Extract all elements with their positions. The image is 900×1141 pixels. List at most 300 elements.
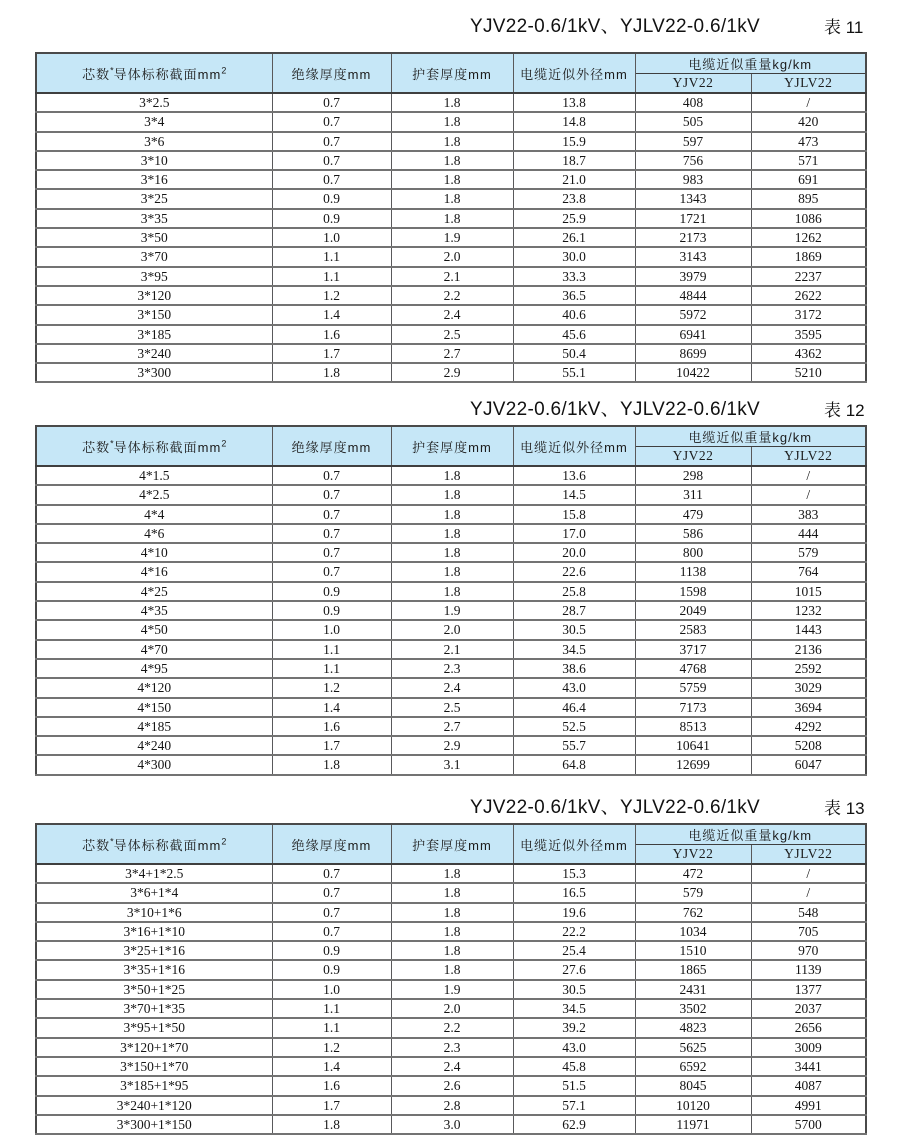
table-cell: 45.6	[513, 325, 635, 344]
table-cell: 3.1	[391, 755, 513, 774]
table-cell: 5210	[751, 363, 866, 382]
table-cell: 1.2	[272, 678, 391, 697]
cable-table-section-12	[0, 396, 900, 776]
table-row	[36, 1057, 866, 1076]
table-body	[36, 864, 866, 1134]
table-cell: 38.6	[513, 659, 635, 678]
table-cell: 13.6	[513, 466, 635, 485]
col-header-outer-diameter: 电缆近似外径mm	[513, 426, 635, 466]
table-cell: 1343	[635, 189, 751, 208]
table-cell: 298	[635, 466, 751, 485]
table-cell: 10422	[635, 363, 751, 382]
table-body	[36, 93, 866, 382]
table-cell: 3717	[635, 640, 751, 659]
table-cell: 3*95+1*50	[36, 1018, 272, 1037]
table-cell: 22.6	[513, 562, 635, 581]
table-cell: 2.3	[391, 659, 513, 678]
table-cell: 1865	[635, 960, 751, 979]
table-row	[36, 562, 866, 581]
table-cell: 1598	[635, 582, 751, 601]
table-cell: 3*16	[36, 170, 272, 189]
table-row	[36, 228, 866, 247]
table-cell: 21.0	[513, 170, 635, 189]
table-row	[36, 941, 866, 960]
table-cell: 4*120	[36, 678, 272, 697]
table-cell: 3*95	[36, 267, 272, 286]
table-cell: 0.9	[272, 941, 391, 960]
table-cell: /	[751, 466, 866, 485]
table-row	[36, 582, 866, 601]
table-cell: 64.8	[513, 755, 635, 774]
table-cell: 3*185+1*95	[36, 1076, 272, 1095]
table-body	[36, 466, 866, 775]
table-cell: 1.8	[391, 883, 513, 902]
table-cell: 1.8	[391, 922, 513, 941]
table-cell: 3*2.5	[36, 93, 272, 112]
table-cell: 4087	[751, 1076, 866, 1095]
table-cell: 571	[751, 151, 866, 170]
table-cell: 46.4	[513, 698, 635, 717]
table-row	[36, 363, 866, 382]
table-cell: 3*240	[36, 344, 272, 363]
table-cell: 3979	[635, 267, 751, 286]
table-cell: 1.8	[391, 505, 513, 524]
table-title-row	[0, 396, 900, 424]
table-cell: 1.9	[391, 601, 513, 620]
table-cell: /	[751, 93, 866, 112]
table-cell: 4*6	[36, 524, 272, 543]
table-cell: 2049	[635, 601, 751, 620]
table-cell: 3*10+1*6	[36, 903, 272, 922]
table-header	[36, 53, 866, 93]
table-cell: 0.9	[272, 601, 391, 620]
table-cell: 14.5	[513, 485, 635, 504]
table-number: 表 11	[824, 18, 864, 37]
table-cell: 3*150+1*70	[36, 1057, 272, 1076]
table-cell: 50.4	[513, 344, 635, 363]
cable-table-section-13	[0, 794, 900, 1135]
table-row	[36, 151, 866, 170]
table-cell: /	[751, 485, 866, 504]
table-cell: 1.8	[391, 189, 513, 208]
table-cell: 0.7	[272, 562, 391, 581]
table-cell: 1.8	[391, 543, 513, 562]
table-cell: 548	[751, 903, 866, 922]
table-title: YJV22-0.6/1kV、YJLV22-0.6/1kV	[470, 16, 761, 37]
table-cell: 472	[635, 864, 751, 883]
table-cell: 1443	[751, 620, 866, 639]
table-cell: 0.7	[272, 466, 391, 485]
table-row	[36, 1115, 866, 1134]
table-cell: 691	[751, 170, 866, 189]
table-number: 表 13	[824, 799, 865, 818]
table-cell: 2136	[751, 640, 866, 659]
table-cell: 1.8	[391, 93, 513, 112]
table-row	[36, 267, 866, 286]
table-cell: 1510	[635, 941, 751, 960]
table-cell: 2.2	[391, 1018, 513, 1037]
table-row	[36, 93, 866, 112]
table-cell: 970	[751, 941, 866, 960]
table-cell: 1.1	[272, 640, 391, 659]
table-cell: 3*10	[36, 151, 272, 170]
table-cell: 1721	[635, 209, 751, 228]
table-row	[36, 1038, 866, 1057]
table-cell: 43.0	[513, 678, 635, 697]
table-cell: 2.2	[391, 286, 513, 305]
table-cell: 764	[751, 562, 866, 581]
table-cell: 3595	[751, 325, 866, 344]
table-cell: 26.1	[513, 228, 635, 247]
table-cell: 800	[635, 543, 751, 562]
table-cell: 2656	[751, 1018, 866, 1037]
table-cell: 2.0	[391, 247, 513, 266]
table-title-row	[0, 794, 900, 822]
table-cell: 1.4	[272, 1057, 391, 1076]
table-cell: 57.1	[513, 1096, 635, 1115]
table-cell: 3*6+1*4	[36, 883, 272, 902]
table-cell: 4*150	[36, 698, 272, 717]
table-cell: 1.8	[391, 466, 513, 485]
table-cell: 2.9	[391, 736, 513, 755]
col-header-outer-diameter: 电缆近似外径mm	[513, 824, 635, 864]
col-header-insulation-thickness: 绝缘厚度mm	[272, 53, 391, 93]
table-cell: 1.7	[272, 344, 391, 363]
table-cell: 311	[635, 485, 751, 504]
table-cell: 1.2	[272, 286, 391, 305]
table-cell: 5625	[635, 1038, 751, 1057]
table-cell: 8513	[635, 717, 751, 736]
table-cell: 2583	[635, 620, 751, 639]
table-cell: 2.0	[391, 999, 513, 1018]
table-cell: 0.9	[272, 960, 391, 979]
table-cell: 1377	[751, 980, 866, 999]
table-row	[36, 980, 866, 999]
table-cell: 1.8	[391, 960, 513, 979]
table-cell: 1.7	[272, 736, 391, 755]
table-cell: 34.5	[513, 999, 635, 1018]
col-header-yjlv22: YJLV22	[751, 845, 866, 865]
table-cell: 1.0	[272, 980, 391, 999]
table-cell: 51.5	[513, 1076, 635, 1095]
cable-table-section-11	[0, 13, 900, 383]
table-cell: 8045	[635, 1076, 751, 1095]
table-cell: 30.5	[513, 980, 635, 999]
col-header-sheath-thickness: 护套厚度mm	[391, 824, 513, 864]
table-cell: 15.9	[513, 132, 635, 151]
table-cell: 3*4+1*2.5	[36, 864, 272, 883]
table-title-row	[0, 13, 900, 41]
table-cell: 3*25	[36, 189, 272, 208]
table-row	[36, 344, 866, 363]
table-cell: 4*95	[36, 659, 272, 678]
table-cell: 2.5	[391, 325, 513, 344]
table-cell: 2.1	[391, 267, 513, 286]
table-cell: 0.9	[272, 582, 391, 601]
col-header-approx-weight: 电缆近似重量kg/km	[635, 53, 866, 74]
table-cell: 52.5	[513, 717, 635, 736]
table-cell: 5759	[635, 678, 751, 697]
table-row	[36, 922, 866, 941]
table-cell: 0.7	[272, 170, 391, 189]
table-row	[36, 466, 866, 485]
table-row	[36, 543, 866, 562]
table-cell: 597	[635, 132, 751, 151]
table-cell: 0.7	[272, 505, 391, 524]
table-cell: 705	[751, 922, 866, 941]
table-cell: 3*185	[36, 325, 272, 344]
table-cell: 4*185	[36, 717, 272, 736]
table-cell: 30.5	[513, 620, 635, 639]
table-row	[36, 325, 866, 344]
table-cell: 3029	[751, 678, 866, 697]
table-cell: 983	[635, 170, 751, 189]
table-cell: 4844	[635, 286, 751, 305]
table-cell: 3*35	[36, 209, 272, 228]
table-cell: 20.0	[513, 543, 635, 562]
table-cell: 4*70	[36, 640, 272, 659]
table-cell: 420	[751, 112, 866, 131]
table-cell: 762	[635, 903, 751, 922]
table-cell: 25.9	[513, 209, 635, 228]
table-cell: 18.7	[513, 151, 635, 170]
table-cell: 2.6	[391, 1076, 513, 1095]
table-cell: 1.0	[272, 228, 391, 247]
table-cell: 3*16+1*10	[36, 922, 272, 941]
table-cell: 1.8	[391, 524, 513, 543]
table-cell: 1139	[751, 960, 866, 979]
table-cell: 2173	[635, 228, 751, 247]
table-cell: 4823	[635, 1018, 751, 1037]
table-title: YJV22-0.6/1kV、YJLV22-0.6/1kV	[470, 399, 761, 420]
table-row	[36, 960, 866, 979]
col-header-core-section: 芯数*导体标称截面$mm^2$	[36, 426, 272, 466]
table-cell: 473	[751, 132, 866, 151]
table-cell: 0.7	[272, 883, 391, 902]
table-cell: 3009	[751, 1038, 866, 1057]
table-cell: 1.0	[272, 620, 391, 639]
table-cell: 3*120+1*70	[36, 1038, 272, 1057]
table-cell: 1.8	[272, 1115, 391, 1134]
table-cell: 4*35	[36, 601, 272, 620]
table-header	[36, 426, 866, 466]
table-cell: /	[751, 883, 866, 902]
table-cell: 6941	[635, 325, 751, 344]
table-cell: 2237	[751, 267, 866, 286]
table-row	[36, 999, 866, 1018]
table-cell: 0.7	[272, 151, 391, 170]
table-cell: 0.9	[272, 209, 391, 228]
table-cell: 4*1.5	[36, 466, 272, 485]
table-cell: /	[751, 864, 866, 883]
table-cell: 40.6	[513, 305, 635, 324]
table-row	[36, 170, 866, 189]
table-cell: 1.8	[391, 112, 513, 131]
table-cell: 33.3	[513, 267, 635, 286]
table-cell: 1.4	[272, 698, 391, 717]
table-cell: 586	[635, 524, 751, 543]
table-cell: 0.7	[272, 524, 391, 543]
table-row	[36, 505, 866, 524]
table-cell: 0.7	[272, 93, 391, 112]
col-header-approx-weight: 电缆近似重量kg/km	[635, 426, 866, 447]
table-cell: 1.8	[391, 209, 513, 228]
table-cell: 0.7	[272, 864, 391, 883]
table-cell: 1.8	[391, 151, 513, 170]
table-cell: 0.7	[272, 903, 391, 922]
table-cell: 2431	[635, 980, 751, 999]
table-row	[36, 286, 866, 305]
table-header	[36, 824, 866, 864]
table-cell: 756	[635, 151, 751, 170]
table-row	[36, 698, 866, 717]
table-cell: 4*25	[36, 582, 272, 601]
table-cell: 3172	[751, 305, 866, 324]
table-cell: 3*50+1*25	[36, 980, 272, 999]
table-cell: 2.8	[391, 1096, 513, 1115]
table-cell: 1.6	[272, 1076, 391, 1095]
col-header-insulation-thickness: 绝缘厚度mm	[272, 824, 391, 864]
col-header-yjlv22: YJLV22	[751, 74, 866, 94]
table-cell: 62.9	[513, 1115, 635, 1134]
table-cell: 1.1	[272, 247, 391, 266]
col-header-outer-diameter: 电缆近似外径mm	[513, 53, 635, 93]
table-row	[36, 1018, 866, 1037]
table-row	[36, 864, 866, 883]
table-row	[36, 601, 866, 620]
table-cell: 3*120	[36, 286, 272, 305]
table-cell: 3*50	[36, 228, 272, 247]
table-cell: 1.8	[391, 562, 513, 581]
table-cell: 1.6	[272, 717, 391, 736]
table-row	[36, 189, 866, 208]
table-row	[36, 112, 866, 131]
table-cell: 4*2.5	[36, 485, 272, 504]
table-cell: 1.8	[391, 582, 513, 601]
table-cell: 1034	[635, 922, 751, 941]
table-cell: 4*240	[36, 736, 272, 755]
table-cell: 2.9	[391, 363, 513, 382]
table-cell: 3*70	[36, 247, 272, 266]
table-cell: 2592	[751, 659, 866, 678]
table-title: YJV22-0.6/1kV、YJLV22-0.6/1kV	[470, 797, 761, 818]
table-cell: 0.7	[272, 112, 391, 131]
table-cell: 895	[751, 189, 866, 208]
col-header-insulation-thickness: 绝缘厚度mm	[272, 426, 391, 466]
table-cell: 3.0	[391, 1115, 513, 1134]
table-cell: 4*4	[36, 505, 272, 524]
table-cell: 1262	[751, 228, 866, 247]
table-cell: 1.8	[391, 170, 513, 189]
table-cell: 579	[751, 543, 866, 562]
table-cell: 36.5	[513, 286, 635, 305]
table-cell: 39.2	[513, 1018, 635, 1037]
table-cell: 0.7	[272, 485, 391, 504]
table-cell: 0.7	[272, 543, 391, 562]
table-cell: 1.9	[391, 980, 513, 999]
table-cell: 2037	[751, 999, 866, 1018]
col-header-yjv22: YJV22	[635, 74, 751, 94]
table-cell: 3*300+1*150	[36, 1115, 272, 1134]
table-cell: 15.3	[513, 864, 635, 883]
table-cell: 0.7	[272, 922, 391, 941]
table-cell: 8699	[635, 344, 751, 363]
table-cell: 1.8	[391, 941, 513, 960]
table-row	[36, 678, 866, 697]
table-cell: 1138	[635, 562, 751, 581]
table-cell: 13.8	[513, 93, 635, 112]
table-cell: 579	[635, 883, 751, 902]
table-cell: 3*25+1*16	[36, 941, 272, 960]
table-cell: 2.4	[391, 678, 513, 697]
col-header-sheath-thickness: 护套厚度mm	[391, 426, 513, 466]
table-cell: 4768	[635, 659, 751, 678]
table-row	[36, 524, 866, 543]
table-cell: 22.2	[513, 922, 635, 941]
table-cell: 1.6	[272, 325, 391, 344]
table-cell: 15.8	[513, 505, 635, 524]
table-row	[36, 485, 866, 504]
table-row	[36, 1096, 866, 1115]
table-cell: 1.1	[272, 1018, 391, 1037]
table-cell: 16.5	[513, 883, 635, 902]
table-cell: 2.1	[391, 640, 513, 659]
table-cell: 2.0	[391, 620, 513, 639]
table-cell: 7173	[635, 698, 751, 717]
table-cell: 1.9	[391, 228, 513, 247]
table-cell: 27.6	[513, 960, 635, 979]
table-row	[36, 132, 866, 151]
table-cell: 55.1	[513, 363, 635, 382]
table-cell: 1.8	[391, 864, 513, 883]
table-cell: 3*6	[36, 132, 272, 151]
table-cell: 3*240+1*120	[36, 1096, 272, 1115]
table-cell: 1086	[751, 209, 866, 228]
table-number: 表 12	[824, 401, 865, 420]
table-cell: 4*50	[36, 620, 272, 639]
table-cell: 3*4	[36, 112, 272, 131]
table-cell: 1.8	[272, 363, 391, 382]
table-row	[36, 659, 866, 678]
table-cell: 17.0	[513, 524, 635, 543]
cable-spec-table	[35, 823, 867, 1135]
table-cell: 3694	[751, 698, 866, 717]
table-cell: 1.1	[272, 267, 391, 286]
table-cell: 2.7	[391, 717, 513, 736]
table-cell: 1.2	[272, 1038, 391, 1057]
table-cell: 4292	[751, 717, 866, 736]
table-row	[36, 736, 866, 755]
table-row	[36, 755, 866, 774]
table-cell: 28.7	[513, 601, 635, 620]
table-cell: 14.8	[513, 112, 635, 131]
table-cell: 1869	[751, 247, 866, 266]
table-cell: 3502	[635, 999, 751, 1018]
table-cell: 1.8	[391, 485, 513, 504]
table-cell: 25.8	[513, 582, 635, 601]
table-cell: 4991	[751, 1096, 866, 1115]
col-header-yjv22: YJV22	[635, 845, 751, 865]
table-cell: 10120	[635, 1096, 751, 1115]
table-cell: 1.1	[272, 659, 391, 678]
table-cell: 11971	[635, 1115, 751, 1134]
table-cell: 2.4	[391, 1057, 513, 1076]
table-cell: 1015	[751, 582, 866, 601]
table-row	[36, 1076, 866, 1095]
table-cell: 479	[635, 505, 751, 524]
table-cell: 3*35+1*16	[36, 960, 272, 979]
table-cell: 2.7	[391, 344, 513, 363]
